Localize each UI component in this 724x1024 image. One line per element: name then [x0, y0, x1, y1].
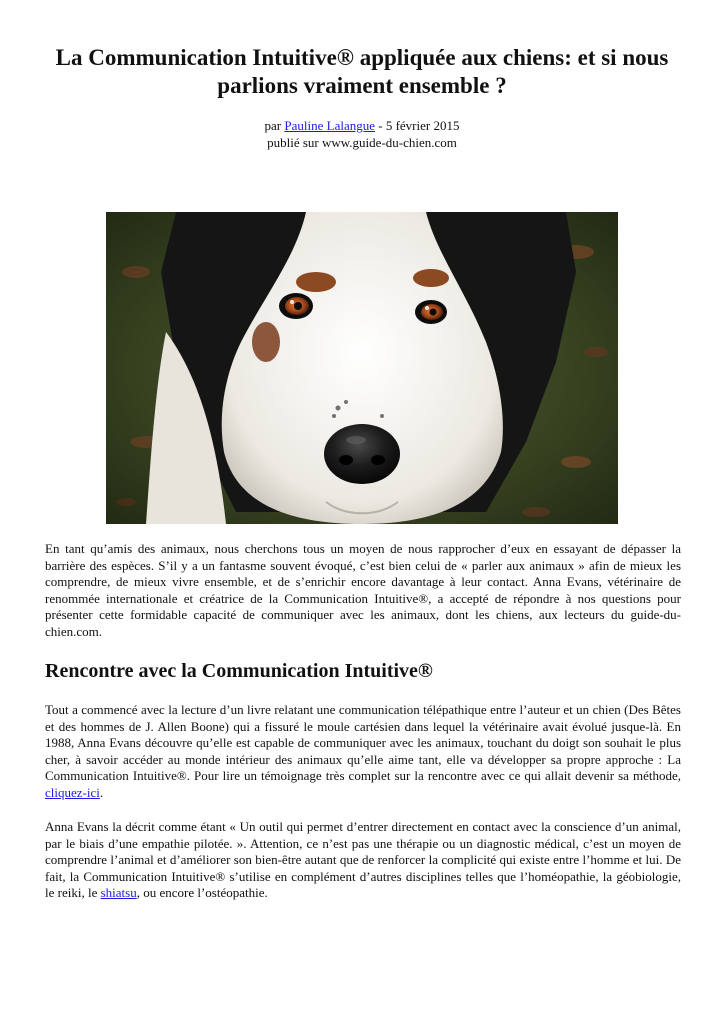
section-paragraph-2 [45, 819, 681, 902]
author-link[interactable]: Pauline Lalangue [284, 118, 375, 133]
intro-paragraph: En tant qu’amis des animaux, nous cherchons tous un moyen de nous rapprocher d’eux en essayant de dépasser la barrière des espèces. S’il y a un fantasme souvent évoqué, c’est bien celui de « parler aux animaux » afin de mieux les comprendre, de mieux vivre ensemble, et de s’enrichir encore davantage à leur contact. Anna Evans, vétérinaire de renommée internationale et créatrice de la Communication Intuitive®, a accepté de répondre à nos questions pour présenter cette formidable capacité de communiquer avec les animaux, dont les chiens, aux lecteurs du guide-du-chien.com. [45, 541, 681, 639]
paragraph-text: Anna Evans la décrit comme étant « Un outil qui permet d’entrer directement en contact avec la conscience d’un animal, par le biais d’une empathie pilotée. ». Attention, ce n’est pas une thérapie ou un diagnostic médical, c’est un moyen de comprendre l’animal et d’améliorer son bien-être autant que de renforcer la complicité qui existe entre l’homme et lui. De fait, la Communication Intuitive® s’utilise en complément d’autres disciplines telles que l’homéopathie, la géobiologie, le reiki, le [45, 819, 681, 901]
cliquez-ici-link[interactable]: cliquez-ici [45, 784, 100, 800]
shiatsu-link[interactable]: shiatsu [100, 885, 137, 901]
dog-photo-icon [106, 212, 618, 524]
author-line [0, 117, 724, 134]
article-title: La Communication Intuitive® appliquée aux chiens: et si nous parlions vraiment ensemble ? [55, 45, 669, 98]
publish-date: - 5 février 2015 [375, 118, 460, 133]
paragraph-end: . [99, 784, 104, 800]
section-heading: Rencontre avec la Communication Intuitive® [45, 660, 433, 682]
paragraph-text: Tout a commencé avec la lecture d’un livre relatant une communication télépathique entre l’auteur et un chien (Des Bêtes et des hommes de J. Allen Boone) qui a fissuré le moule cartésien dans lequel la vétérinaire avait évolué jusque-là. En 1988, Anna Evans découvre qu’elle est capable de communiquer avec les animaux, touchant du doigt son souhait le plus cher, à savoir accéder au monde intérieur des animaux qu’elle aime tant, elle va développer sa propre approche : La Communication Intuitive®. Pour lire un témoignage très complet sur la rencontre avec ce qui allait devenir sa méthode, [45, 702, 681, 784]
byline [0, 117, 724, 151]
dog-photo [106, 212, 618, 524]
section-paragraph-1 [45, 702, 681, 802]
byline-prefix: par [264, 118, 285, 133]
published-on: publié sur www.guide-du-chien.com [267, 135, 457, 150]
paragraph-end: , ou encore l’ostéopathie. [136, 885, 268, 901]
